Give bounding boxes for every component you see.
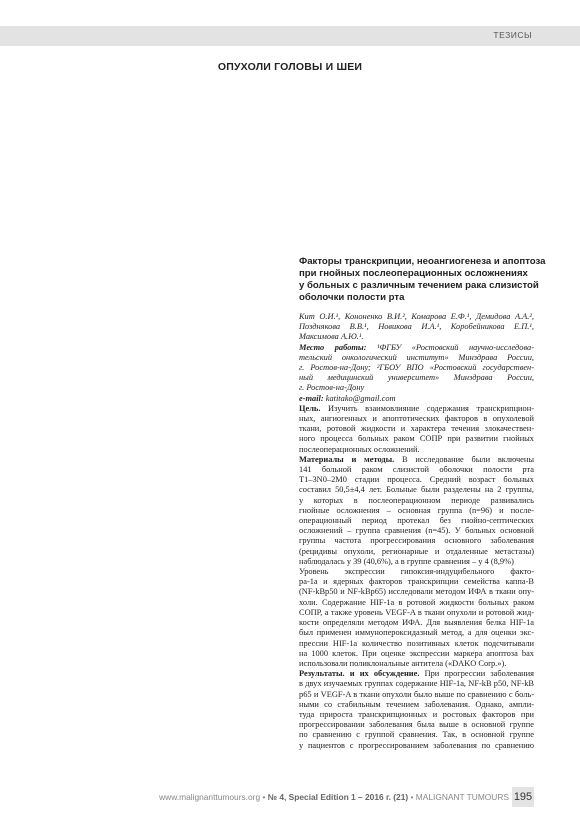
authors-line: Позднякова В.В.¹, Новикова И.А.¹, Коробейникова Е.П.¹,: [299, 322, 534, 332]
methods-line: составил 50,5±4,4 лет. Больные были разделены на 2 группы,: [299, 485, 534, 495]
authors-line: Кит О.И.¹, Кононенко В.И.², Комарова Е.Ф.¹, Демидова А.А.²,: [299, 312, 534, 321]
affiliation-label: Место работы:: [299, 342, 367, 352]
results-line: туда прироста транскрипционных и ростовых факторов при: [299, 709, 534, 719]
goal-line: ного процесса больных раком СОПР при развитии гнойных: [299, 434, 534, 444]
article-title-line: при гнойных послеоперационных осложнениях: [299, 268, 528, 279]
email-link[interactable]: katitako@gmail.com: [325, 393, 396, 403]
methods-line: СОПР, а также уровень VEGF-A в ткани опухоли и ротовой жид-: [299, 607, 534, 617]
affiliation-text: ¹ФГБУ «Ростовский научно-исследова-: [377, 342, 534, 352]
footer-bullet: •: [410, 792, 414, 802]
methods-label: Материалы и методы.: [299, 454, 395, 464]
affiliation-line: г. Ростов-на-Дону: [299, 383, 365, 393]
results-line: по сравнению с группой сравнения. Так, в основной группе: [299, 730, 534, 740]
page-footer: [0, 787, 580, 807]
section-title: ОПУХОЛИ ГОЛОВЫ И ШЕИ: [217, 61, 363, 73]
footer-website[interactable]: www.malignanttumours.org: [159, 792, 261, 802]
results-line: ными со стабильным течением заболевания. Однако, ампли-: [299, 699, 534, 709]
header-bar: [0, 26, 580, 46]
authors-line: Максимова А.Ю.¹.: [299, 332, 364, 342]
email-label: e-mail:: [299, 393, 324, 403]
article-title: [299, 256, 546, 304]
article-title-line: Факторы транскрипции, неоангиогенеза и апоптоза: [299, 256, 546, 267]
results-line: у пациентов с прогрессированием заболевания по сравнению: [299, 740, 534, 750]
goal-line: послеоперационных осложнений.: [299, 444, 420, 454]
affiliation-line: тельский онкологический институт» Минздрава России,: [299, 352, 534, 362]
footer-issue: № 4, Special Edition 1 – 2016 г. (21): [267, 792, 409, 802]
goal-line: ных, ангиогенных и апоптотических факторов в опухолевой: [299, 414, 534, 424]
results-label: Результаты. и их обсуждение.: [299, 669, 420, 679]
methods-line: был применен иммунопероксидазный метод, а для оценки экс-: [299, 628, 534, 638]
methods-line: у которых в послеоперационном периоде развивались: [299, 495, 534, 505]
page-number: 195: [512, 787, 534, 807]
methods-line: 141 больной раком слизистой оболочки полости рта: [299, 465, 534, 475]
methods-line: (NF-kBp50 и NF-kBp65) исследовали методом ИФА в ткани опу-: [299, 587, 534, 597]
affiliation-line: [299, 343, 534, 353]
methods-line: использовали поликлональные антитела («DAKO Corp.»).: [299, 658, 507, 668]
article-body: [299, 312, 534, 751]
methods-line: операционный период протекал без гнойно-септических: [299, 516, 534, 526]
methods-line: Уровень экспрессии гипоксия-индуцибельного факто-: [299, 567, 534, 577]
goal-line: ткани, ротовой жидкости и характера течения злокачествен-: [299, 424, 534, 434]
email-line: [299, 394, 534, 404]
methods-line: T1–3N0–2M0 стадии процесса. Средний возраст больных: [299, 475, 534, 485]
header-label: ТЕЗИСЫ: [493, 30, 532, 40]
results-text: При прогрессии заболевания: [424, 669, 534, 679]
article-title-line: у больных с различным течением рака слизистой: [299, 280, 539, 291]
methods-line: прессии HIF-1a количество позитивных клеток подсчитывали: [299, 638, 534, 648]
affiliation-line: г. Ростов-на-Дону; ²ГБОУ ВПО «Ростовский государствен-: [299, 363, 534, 373]
methods-text: В исследование были включены: [402, 454, 534, 464]
methods-line: холи. Содержание HIF-1a в ротовой жидкости больных раком: [299, 597, 534, 607]
results-line: [299, 669, 534, 679]
goal-label: Цель.: [299, 403, 321, 413]
methods-line: группы частота прогрессирования основного заболевания: [299, 536, 534, 546]
methods-line: гнойные осложнения – основная группа (n=96) и после-: [299, 505, 534, 515]
results-line: p65 и VEGF-A в ткани опухоли было выше по сравнению с боль-: [299, 689, 534, 699]
methods-line: (рецидивы опухоли, регионарные и отдаленные метастазы): [299, 546, 534, 556]
goal-text: Изучить взаимовлияние содержания транскрипцион-: [328, 403, 534, 413]
affiliation-line: ный медицинский университет» Минздрава России,: [299, 373, 534, 383]
methods-line: ра-1a и ядерных факторов транскрипции семейства каппа-В: [299, 577, 534, 587]
methods-line: кости определяли методом ИФА. Для выявления белка HIF-1a: [299, 618, 534, 628]
goal-line: [299, 404, 534, 414]
methods-line: наблюдалась у 39 (40,6%), а в группе сравнения – у 4 (8,9%): [299, 556, 514, 566]
results-line: в двух изучаемых группах содержание HIF-1a, NF-kB p50, NF-kB: [299, 679, 534, 689]
article-title-line: оболочки полости рта: [299, 292, 405, 303]
methods-line: на 1000 клеток. При оценке экспрессии маркера апоптоза bax: [299, 648, 534, 658]
footer-text: [159, 792, 509, 802]
methods-line: [299, 455, 534, 465]
footer-bullet: •: [262, 792, 266, 802]
footer-journal: MALIGNANT TUMOURS: [415, 792, 509, 802]
results-line: прогрессировании заболевания была выше в основной группе: [299, 720, 534, 730]
methods-line: осложнений – группа сравнения (n=45). У больных основной: [299, 526, 534, 536]
